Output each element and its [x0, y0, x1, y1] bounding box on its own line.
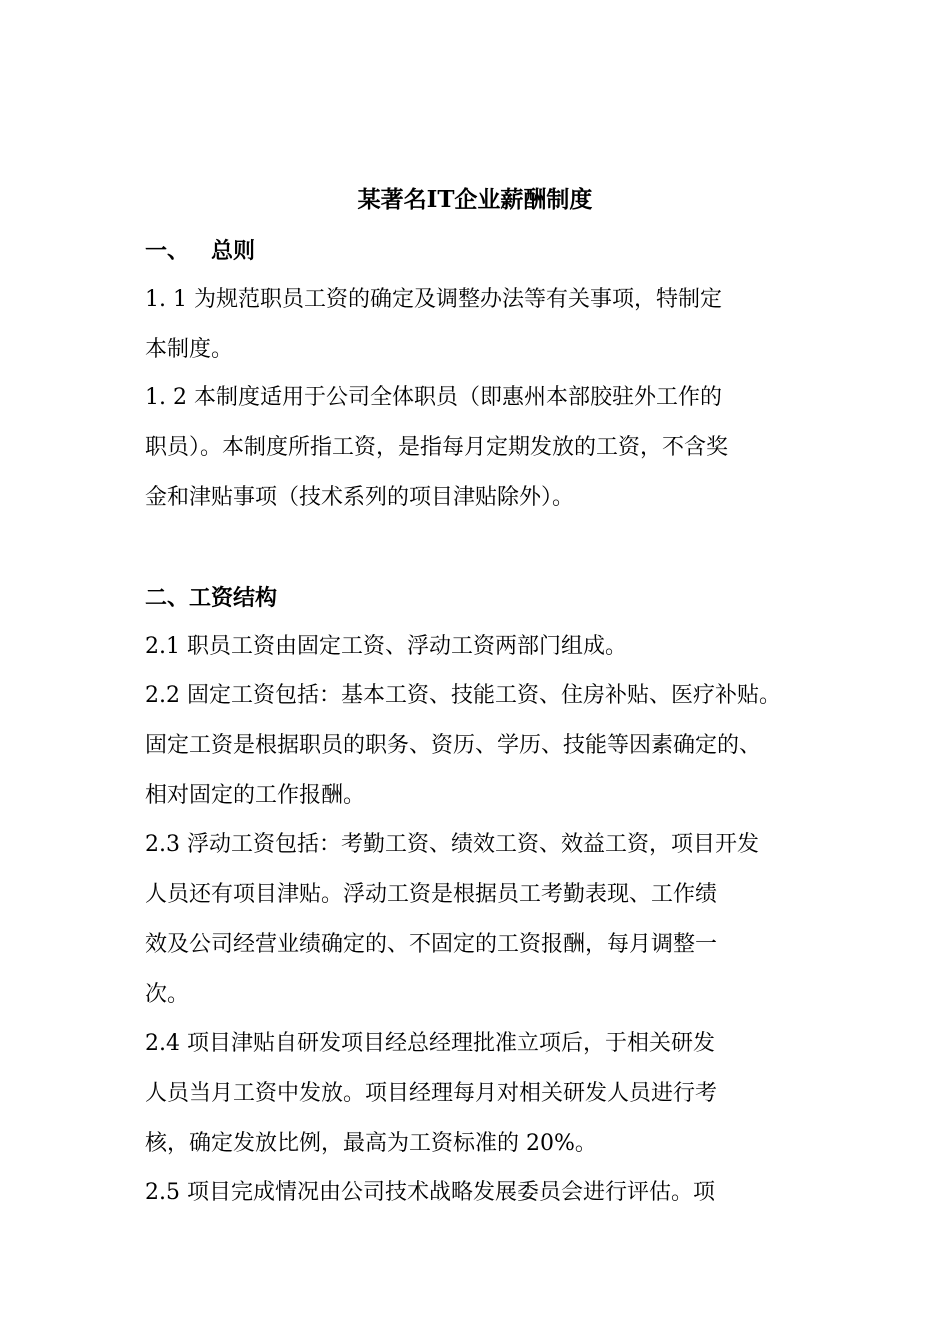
text-line: 1. 2 本制度适用于公司全体职员（即惠州本部胶驻外工作的: [145, 385, 722, 410]
paragraph-2-5: [145, 1168, 825, 1218]
text-line: 2.1 职员工资由固定工资、浮动工资两部门组成。: [145, 634, 627, 659]
section-heading-salary-structure: 二、工资结构: [145, 585, 278, 611]
paragraph-2-2: [145, 671, 825, 821]
text-line: 本制度。: [145, 337, 234, 362]
paragraph-2-3: [145, 820, 825, 1020]
text-line: 2.5 项目完成情况由公司技术战略发展委员会进行评估。项: [145, 1180, 715, 1205]
text-line: 固定工资是根据职员的职务、资历、学历、技能等因素确定的、: [145, 733, 762, 758]
section-title: 总则: [211, 238, 256, 264]
text-line: 2.3 浮动工资包括：考勤工资、绩效工资、效益工资，项目开发: [145, 832, 759, 857]
section-number: 一、: [145, 238, 190, 264]
text-line: 2.2 固定工资包括：基本工资、技能工资、住房补贴、医疗补贴。: [145, 683, 781, 708]
text-line: 2.4 项目津贴自研发项目经总经理批准立项后，于相关研发: [145, 1031, 715, 1056]
text-line: 金和津贴事项（技术系列的项目津贴除外）。: [145, 485, 575, 510]
text-line: 人员还有项目津贴。浮动工资是根据员工考勤表现、工作绩: [145, 882, 718, 907]
document-title: 某著名IT企业薪酬制度: [357, 186, 593, 213]
text-line: 核，确定发放比例，最高为工资标准的 20%。: [145, 1131, 597, 1156]
text-line: 职员）。本制度所指工资，是指每月定期发放的工资，不含奖: [145, 435, 729, 460]
text-line: 相对固定的工作报酬。: [145, 783, 366, 808]
text-line: 效及公司经营业绩确定的、不固定的工资报酬，每月调整一: [145, 932, 718, 957]
paragraph-1-1: [145, 275, 825, 375]
section-heading-general: [145, 233, 255, 269]
text-line: 1. 1 为规范职员工资的确定及调整办法等有关事项，特制定: [145, 287, 722, 312]
paragraph-2-1: [145, 622, 825, 672]
text-line: 次。: [145, 982, 190, 1007]
paragraph-1-2: [145, 373, 825, 523]
paragraph-2-4: [145, 1019, 825, 1169]
text-line: 人员当月工资中发放。项目经理每月对相关研发人员进行考: [145, 1081, 718, 1106]
